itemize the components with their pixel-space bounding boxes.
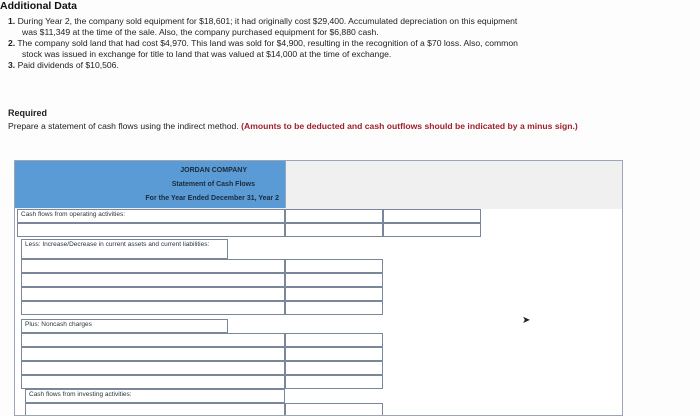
operating-label: Cash flows from operating activities:: [17, 209, 285, 223]
item-text-cont: stock was issued in exchange for title to land that was valued at $14,000 at the time of exchange.: [22, 49, 392, 59]
required-note: (Amounts to be deducted and cash outflows should be indicated by a minus sign.): [241, 121, 578, 131]
required-heading: Required: [8, 108, 48, 118]
less-adjustments-label: Less: Increase/Decrease in current assets and current liabilities:: [21, 239, 228, 259]
amount-input[interactable]: [285, 273, 383, 287]
investing-label: Cash flows from investing activities:: [25, 389, 285, 403]
amount-input[interactable]: [285, 375, 383, 389]
amount-input[interactable]: [285, 403, 383, 416]
label-input[interactable]: [21, 259, 285, 273]
label-input[interactable]: [21, 361, 285, 375]
item-text: During Year 2, the company sold equipment for $18,601; it had originally cost $29,400. Accumulated depreciation on this equipment: [17, 16, 518, 26]
amount-input[interactable]: [285, 223, 383, 237]
label-input[interactable]: [21, 375, 285, 389]
item-text-cont: was $11,349 at the time of the sale. Also, the company purchased equipment for $6,880 cash.: [22, 27, 379, 37]
statement-name: Statement of Cash Flows: [171, 181, 255, 188]
section-title: Additional Data: [0, 0, 78, 12]
required-instructions: [8, 121, 648, 133]
data-item-2: [8, 38, 668, 49]
item-number: 2.: [8, 38, 16, 48]
amount-cell[interactable]: [383, 209, 481, 223]
item-text: The company sold land that had cost $4,970. This land was sold for $4,900, resulting in the recognition of a $70 loss. Also, common: [17, 38, 518, 48]
label-input[interactable]: [21, 333, 285, 347]
item-number: 1.: [8, 16, 16, 26]
amount-input[interactable]: [285, 259, 383, 273]
amount-input[interactable]: [285, 347, 383, 361]
statement-period: For the Year Ended December 31, Year 2: [145, 195, 279, 202]
required-text: Prepare a statement of cash flows using the indirect method.: [8, 121, 239, 131]
amount-input[interactable]: [285, 361, 383, 375]
amount-input[interactable]: [383, 223, 481, 237]
label-input[interactable]: [21, 347, 285, 361]
statement-header-box: [15, 161, 286, 208]
mouse-cursor-icon: ➤: [522, 315, 531, 326]
amount-input[interactable]: [285, 333, 383, 347]
amount-input[interactable]: [285, 301, 383, 315]
data-item-1: [8, 16, 668, 27]
label-input[interactable]: [21, 273, 285, 287]
label-input[interactable]: [21, 287, 285, 301]
plus-noncash-label: Plus: Noncash charges: [21, 319, 228, 333]
item-text: Paid dividends of $10,506.: [17, 60, 119, 70]
label-input[interactable]: [25, 403, 285, 416]
data-item-3: [8, 60, 668, 71]
cash-flow-statement-table: [14, 160, 623, 416]
amount-input[interactable]: [285, 287, 383, 301]
amount-cell[interactable]: [285, 209, 383, 223]
label-input[interactable]: [17, 223, 285, 237]
label-input[interactable]: [21, 301, 285, 315]
item-number: 3.: [8, 60, 16, 70]
statement-header: [15, 161, 622, 209]
company-name: JORDAN COMPANY: [180, 167, 247, 174]
